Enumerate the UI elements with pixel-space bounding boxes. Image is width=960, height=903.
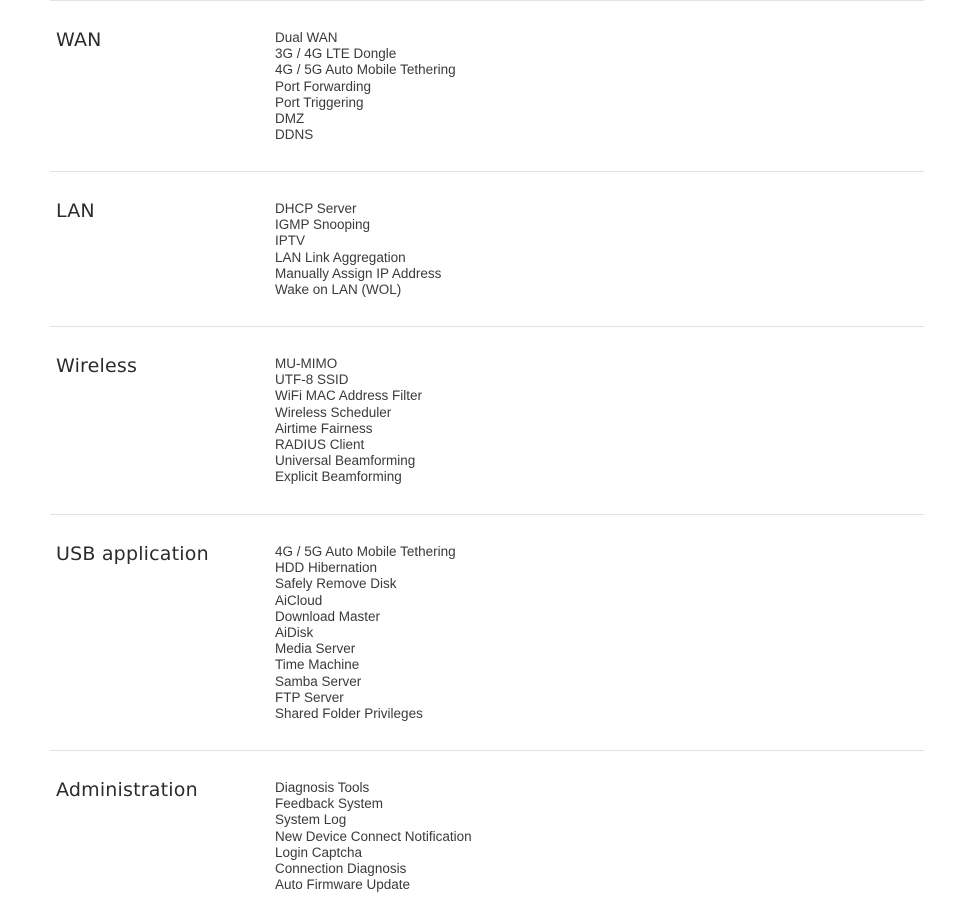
list-item: Auto Firmware Update	[275, 877, 411, 893]
section-title: WAN	[56, 29, 102, 51]
list-item: Connection Diagnosis	[275, 860, 407, 876]
list-item: AiCloud	[275, 592, 323, 608]
list-item: Download Master	[275, 608, 381, 624]
list-item: IPTV	[275, 233, 306, 249]
list-item: LAN Link Aggregation	[275, 249, 406, 265]
section-wan	[50, 1, 924, 172]
list-item: IGMP Snooping	[275, 217, 371, 233]
list-item: Explicit Beamforming	[275, 469, 402, 485]
list-item: Time Machine	[275, 657, 360, 673]
list-item: Feedback System	[275, 796, 384, 812]
list-item: DHCP Server	[275, 201, 357, 216]
list-item: RADIUS Client	[275, 436, 365, 452]
list-item: MU-MIMO	[275, 356, 338, 371]
list-item: UTF-8 SSID	[275, 372, 349, 388]
list-item: Wake on LAN (WOL)	[275, 281, 402, 297]
list-item: Wireless Scheduler	[275, 404, 392, 420]
section-usb-application	[50, 515, 924, 751]
feature-list	[275, 780, 472, 893]
spec-table	[50, 0, 924, 903]
list-item: 3G / 4G LTE Dongle	[275, 46, 397, 62]
list-item: Shared Folder Privileges	[275, 705, 423, 721]
list-item: System Log	[275, 812, 347, 828]
list-item: Login Captcha	[275, 844, 363, 860]
list-item: Airtime Fairness	[275, 420, 373, 436]
list-item: New Device Connect Notification	[275, 828, 472, 844]
section-title: Wireless	[56, 355, 138, 377]
section-title: Administration	[56, 779, 198, 801]
section-title: USB application	[56, 543, 209, 565]
list-item: Universal Beamforming	[275, 453, 416, 469]
list-item: Port Triggering	[275, 94, 364, 110]
feature-list	[275, 201, 441, 298]
list-item: Samba Server	[275, 673, 362, 689]
section-lan	[50, 172, 924, 327]
list-item: WiFi MAC Address Filter	[275, 388, 423, 404]
list-item: DDNS	[275, 127, 314, 143]
list-item: 4G / 5G Auto Mobile Tethering	[275, 62, 456, 78]
feature-list	[275, 356, 422, 486]
list-item: DMZ	[275, 110, 305, 126]
list-item: Manually Assign IP Address	[275, 265, 442, 281]
list-item: Diagnosis Tools	[275, 780, 370, 795]
list-item: FTP Server	[275, 689, 344, 705]
feature-list	[275, 30, 456, 143]
list-item: Safely Remove Disk	[275, 576, 397, 592]
section-title: LAN	[56, 200, 95, 222]
list-item: Media Server	[275, 641, 356, 657]
section-wireless	[50, 327, 924, 515]
list-item: 4G / 5G Auto Mobile Tethering	[275, 544, 456, 559]
feature-list	[275, 544, 456, 722]
list-item: HDD Hibernation	[275, 560, 378, 576]
list-item: Dual WAN	[275, 30, 338, 45]
list-item: AiDisk	[275, 624, 314, 640]
section-administration	[50, 751, 924, 903]
list-item: Port Forwarding	[275, 78, 372, 94]
